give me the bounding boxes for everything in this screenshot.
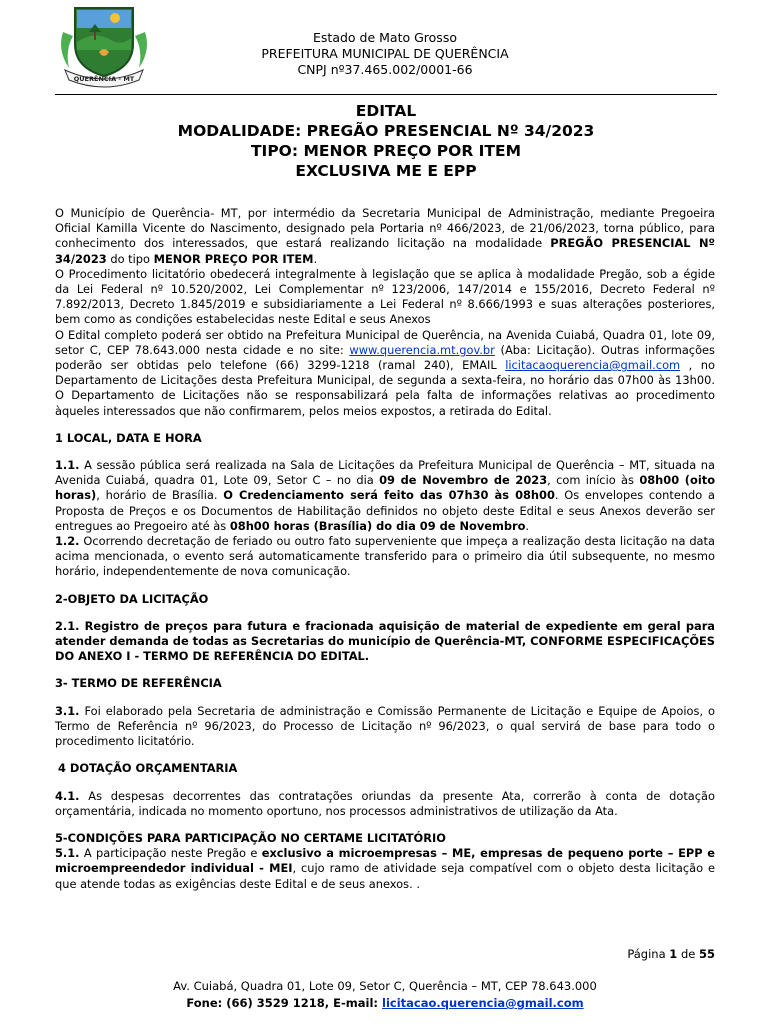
title-line-1: EDITAL bbox=[355, 102, 417, 120]
crest-banner-text: QUERÊNCIA - MT bbox=[73, 75, 135, 83]
title-line-4: EXCLUSIVA ME E EPP bbox=[295, 162, 477, 180]
page-number: Página 1 de 55 bbox=[627, 947, 715, 961]
cnpj: CNPJ nº37.465.002/0001-66 bbox=[297, 62, 473, 77]
clause-1-2: 1.2. Ocorrendo decretação de feriado ou outro fato superveniente que impeça a realização desta licitação na data acima mencionada, o evento será automaticamente transferido para o primeiro dia útil subsequente, no mesmo horário, independentemente de nova comunicação. bbox=[55, 534, 715, 579]
footer bbox=[0, 978, 770, 1012]
section-4-heading: 4 DOTAÇÃO ORÇAMENTARIA bbox=[58, 761, 238, 776]
state-name: Estado de Mato Grosso bbox=[313, 30, 457, 45]
clause-3-1: 3.1. Foi elaborado pela Secretaria de administração e Comissão Permanente de Licitação e Equipe de Apoios, o Termo de Referência nº 96/2023, do Processo de Licitação nº 96/2023, o qual servirá de base para todo o procedimento licitatório. bbox=[55, 703, 715, 749]
document-body bbox=[55, 206, 715, 892]
letterhead bbox=[0, 0, 770, 96]
clause-4-1: 4.1. As despesas decorrentes das contratações oriundas da presente Ata, correrão à conta de dotação orçamentária, indicada no momento oportuno, nos processos administrativos de utilização da Ata. bbox=[55, 788, 715, 818]
email-link[interactable]: licitacaoquerencia@gmail.com bbox=[505, 358, 681, 373]
letterhead-text bbox=[170, 30, 600, 78]
title-line-2: MODALIDADE: PREGÃO PRESENCIAL Nº 34/2023 bbox=[177, 122, 595, 140]
document-title bbox=[55, 101, 717, 181]
section-1-heading: 1 LOCAL, DATA E HORA bbox=[55, 430, 202, 445]
section-2-heading: 2-OBJETO DA LICITAÇÃO bbox=[55, 591, 209, 606]
header-divider bbox=[55, 94, 717, 95]
intro-paragraph-1: O Município de Querência- MT, por intermédio da Secretaria Municipal de Administração, mediante Pregoeira Oficial Kamilla Vicente do Nascimento, designado pela Portaria nº 466/2023, de 21/06/2023, torna público, para conhecimento dos interessados, que estará realizando licitação na modalidade PREGÃO PRESENCIAL Nº 34/2023 do tipo MENOR PREÇO POR ITEM. bbox=[55, 206, 715, 266]
footer-address: Av. Cuiabá, Quadra 01, Lote 09, Setor C, Querência – MT, CEP 78.643.000 bbox=[173, 979, 597, 993]
title-line-3: TIPO: MENOR PREÇO POR ITEM bbox=[250, 142, 522, 160]
footer-email-link[interactable]: licitacao.querencia@gmail.com bbox=[382, 996, 584, 1010]
website-link[interactable]: www.querencia.mt.gov.br bbox=[349, 342, 495, 357]
section-3-heading: 3- TERMO DE REFERÊNCIA bbox=[55, 676, 222, 691]
section-5-heading: 5-CONDIÇÕES PARA PARTICIPAÇÃO NO CERTAME LICITATÓRIO bbox=[55, 830, 446, 845]
municipal-crest-icon bbox=[55, 2, 153, 88]
intro-paragraph-2: O Procedimento licitatório obedecerá integralmente à legislação que se aplica à modalidade Pregão, sob a égide da Lei Federal nº 10.520/2002, Lei Complementar nº 123/2006, 147/2014 e 155/2016, Decreto Federal nº 7.892/2013, Decreto 1.845/2019 e subsidiariamente a Lei Federal nº 8.666/1993 e suas alterações posteriores, bem como as condições estabelecidas neste Edital e seus Anexos bbox=[55, 266, 715, 327]
prefeitura-name: PREFEITURA MUNICIPAL DE QUERÊNCIA bbox=[261, 46, 509, 61]
clause-2-1: 2.1. Registro de preços para futura e fracionada aquisição de material de expediente em geral para atender demanda de todas as Secretarias do município de Querência-MT, CONFORME ESPECIFICAÇÕES DO ANEXO I - TERMO DE REFERÊNCIA DO EDITAL. bbox=[55, 618, 715, 664]
clause-5-1: 5.1. A participação neste Pregão e exclusivo a microempresas – ME, empresas de pequeno porte – EPP e microempreendedor individual - MEI, cujo ramo de atividade seja compatível com o objeto desta licitação e que atende todas as exigências deste Edital e de seus anexos. . bbox=[55, 846, 715, 891]
footer-contact: Fone: (66) 3529 1218, E-mail: licitacao.querencia@gmail.com bbox=[186, 996, 584, 1010]
intro-paragraph-3: O Edital completo poderá ser obtido na Prefeitura Municipal de Querência, na Avenida Cuiabá, Quadra 01, lote 09, setor C, CEP 78.643.000 nesta cidade e no site: www.querencia.mt.gov.br (Aba: Licitação). Outras informações poderão ser obtidas pelo telefone (66) 3299-1218 (ramal 240), EMAIL licitacaoquerencia@gmail.com , no Departamento de Licitações desta Prefeitura Municipal, de segunda a sexta-feira, no horário das 07h00 às 13h00. O Departamento de Licitações não se responsabilizará pela falta de informações relativas ao procedimento àqueles interessados que não confirmarem, pelos meios expostos, a retirada do Edital. bbox=[55, 327, 715, 418]
clause-1-1: 1.1. A sessão pública será realizada na Sala de Licitações da Prefeitura Municipal de Querência – MT, situada na Avenida Cuiabá, quadra 01, Lote 09, Setor C – no dia 09 de Novembro de 2023, com início às 08h00 (oito horas), horário de Brasília. O Credenciamento será feito das 07h30 às 08h00. Os envelopes contendo a Proposta de Preços e os Documentos de Habilitação definidos no objeto deste Edital e seus Anexos deverão ser entregues ao Pregoeiro até às 08h00 horas (Brasília) do dia 09 de Novembro. bbox=[55, 458, 716, 533]
